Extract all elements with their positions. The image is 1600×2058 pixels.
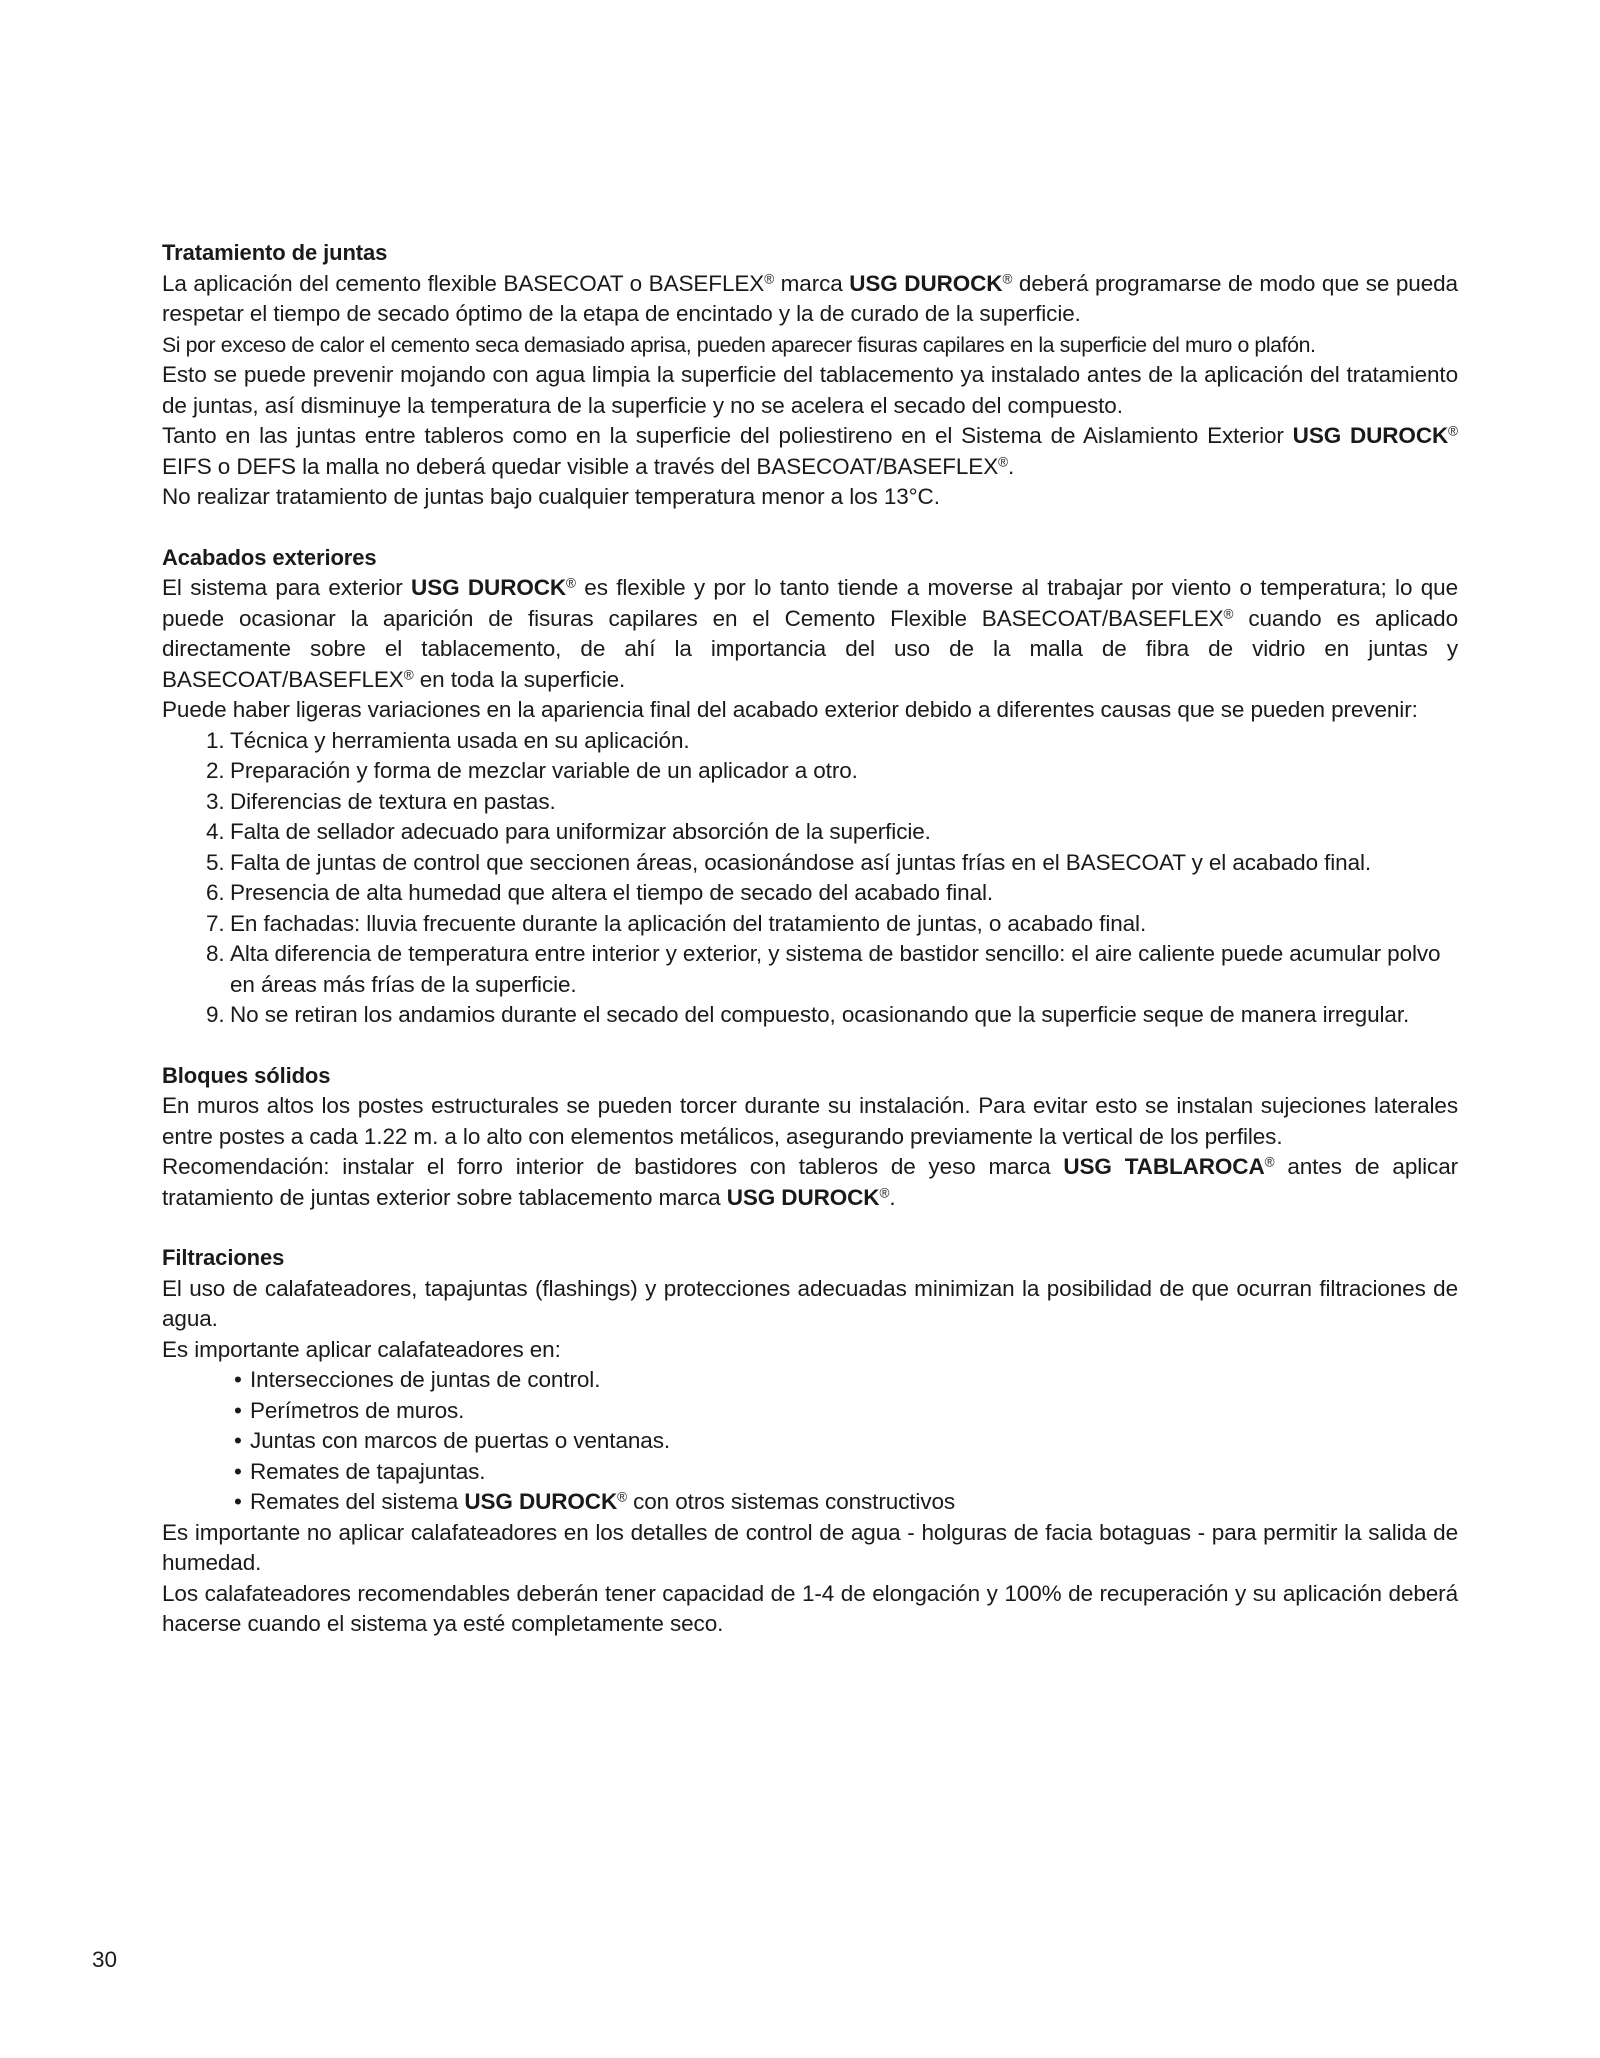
- brand-name: USG DUROCK: [464, 1489, 618, 1514]
- list-number: 2.: [206, 758, 225, 783]
- text-run: Remates de tapajuntas.: [250, 1458, 486, 1484]
- list-text: Preparación y forma de mezclar variable de un aplicador a otro.: [230, 758, 858, 783]
- text-run: En muros altos los postes estructurales se pueden torcer durante su instalación. Para evitar esto se instalan sujeciones laterales entre postes a cada 1.22 m. a lo alto con elementos metálicos, asegurando previamente la vertical de los perfiles.: [162, 1093, 1458, 1149]
- brand-name: USG DUROCK: [726, 1184, 880, 1210]
- bullet-item: [234, 1487, 1458, 1518]
- paragraph: [162, 1152, 1458, 1213]
- list-number: 9.: [206, 1002, 225, 1027]
- registered-mark: ®: [998, 454, 1008, 470]
- text-run: Es importante aplicar calafateadores en:: [162, 1336, 561, 1362]
- registered-mark: ®: [764, 271, 775, 287]
- text-run: La aplicación del cemento flexible BASECOAT o BASEFLEX: [162, 270, 765, 296]
- text-run: Intersecciones de juntas de control.: [250, 1367, 601, 1392]
- text-run: con otros sistemas constructivos: [626, 1489, 956, 1514]
- registered-mark: ®: [617, 1489, 627, 1505]
- list-item: [206, 1000, 1458, 1031]
- list-text: Diferencias de textura en pastas.: [230, 788, 556, 814]
- brand-name: USG DUROCK: [411, 575, 567, 600]
- registered-mark: ®: [1223, 606, 1234, 622]
- list-item: [206, 939, 1458, 1000]
- paragraph: [162, 360, 1458, 421]
- paragraph: [162, 269, 1458, 330]
- text-run: cuando es aplicado directamente sobre el tablacemento, de ahí la importancia del uso de la malla de fibra de vidrio en juntas y BASECOAT/BASEFLEX: [162, 605, 1458, 692]
- brand-name: USG TABLAROCA: [1063, 1154, 1265, 1179]
- section: [162, 543, 1458, 1031]
- list-number: 3.: [206, 788, 225, 814]
- text-run: No realizar tratamiento de juntas bajo cualquier temperatura menor a los 13°C.: [162, 484, 940, 509]
- list-text: Falta de sellador adecuado para uniformizar absorción de la superficie.: [230, 819, 931, 844]
- page-number: 30: [92, 1947, 118, 1972]
- text-run: Recomendación: instalar el forro interior de bastidores con tableros de yeso marca: [162, 1154, 1064, 1179]
- text-run: marca: [774, 270, 850, 296]
- list-text: No se retiran los andamios durante el secado del compuesto, ocasionando que la superficie seque de manera irregular.: [230, 1002, 1410, 1027]
- list-item: [206, 787, 1458, 818]
- text-run: Los calafateadores recomendables deberán tener capacidad de 1-4 de elongación y 100% de recuperación y su aplicación deberá hacerse cuando el sistema ya esté completamente seco.: [162, 1580, 1458, 1636]
- registered-mark: ®: [1264, 1154, 1275, 1170]
- text-run: Puede haber ligeras variaciones en la apariencia final del acabado exterior debido a diferentes causas que se pueden prevenir:: [162, 697, 1418, 722]
- bullet-item: [234, 1457, 1458, 1488]
- registered-mark: ®: [879, 1185, 890, 1201]
- paragraph: [162, 1335, 1458, 1366]
- text-run: .: [889, 1184, 896, 1210]
- list-item: [206, 756, 1458, 787]
- list-number: 7.: [206, 910, 225, 936]
- section-title: Tratamiento de juntas: [162, 240, 388, 265]
- text-run: es flexible y por lo tanto tiende a moverse al trabajar por viento o temperatura; lo que puede ocasionar la aparición de fisuras capilares en el Cemento Flexible BASECOAT/BASEFLEX: [162, 575, 1458, 631]
- paragraph: [162, 695, 1458, 726]
- text-run: Remates del sistema: [250, 1489, 465, 1514]
- registered-mark: ®: [403, 667, 414, 683]
- text-run: El uso de calafateadores, tapajuntas (flashings) y protecciones adecuadas minimizan la posibilidad de que ocurran filtraciones de agua.: [162, 1275, 1458, 1331]
- list-number: 1.: [206, 727, 225, 753]
- bullet-item: [234, 1426, 1458, 1457]
- text-run: Perímetros de muros.: [250, 1397, 465, 1423]
- page-body: [162, 238, 1458, 1670]
- section: [162, 1243, 1458, 1640]
- list-item: [206, 817, 1458, 848]
- paragraph: [162, 573, 1458, 695]
- list-item: [206, 878, 1458, 909]
- text-run: EIFS o DEFS la malla no deberá quedar visible a través del BASECOAT/BASEFLEX: [162, 453, 999, 479]
- section-title: Acabados exteriores: [162, 544, 377, 570]
- registered-mark: ®: [566, 575, 576, 591]
- paragraph: [162, 1518, 1458, 1579]
- text-run: El sistema para exterior: [162, 575, 412, 600]
- text-run: .: [1007, 453, 1015, 479]
- paragraph: [162, 1274, 1458, 1335]
- list-item: [206, 726, 1458, 757]
- list-number: 5.: [206, 849, 225, 875]
- bullet-item: [234, 1396, 1458, 1427]
- list-text: En fachadas: lluvia frecuente durante la aplicación del tratamiento de juntas, o acabado final.: [230, 910, 1147, 936]
- list-number: 6.: [206, 880, 225, 905]
- section-title: Bloques sólidos: [162, 1062, 331, 1088]
- text-run: en toda la superficie.: [413, 666, 626, 692]
- paragraph: [162, 482, 1458, 513]
- list-number: 8.: [206, 941, 225, 966]
- list-text: Alta diferencia de temperatura entre interior y exterior, y sistema de bastidor sencillo: el aire caliente puede acumular polvo en áreas más frías de la superficie.: [230, 941, 1441, 997]
- list-text: Presencia de alta humedad que altera el tiempo de secado del acabado final.: [230, 880, 994, 905]
- list-text: Técnica y herramienta usada en su aplicación.: [230, 727, 690, 753]
- numbered-list: [162, 726, 1458, 1031]
- registered-mark: ®: [1448, 423, 1458, 439]
- paragraph: [162, 1579, 1458, 1640]
- list-number: 4.: [206, 819, 225, 844]
- section: [162, 238, 1458, 513]
- paragraph: [162, 1091, 1458, 1152]
- text-run: Juntas con marcos de puertas o ventanas.: [250, 1428, 670, 1453]
- section-title: Filtraciones: [162, 1245, 285, 1270]
- paragraph: [162, 421, 1458, 482]
- list-text: Falta de juntas de control que seccionen áreas, ocasionándose así juntas frías en el BASECOAT y el acabado final.: [230, 849, 1372, 875]
- section: [162, 1061, 1458, 1214]
- text-run: antes de aplicar tratamiento de juntas exterior sobre tablacemento marca: [162, 1154, 1458, 1210]
- bullet-item: [234, 1365, 1458, 1396]
- text-run: Tanto en las juntas entre tableros como en la superficie del poliestireno en el Sistema de Aislamiento Exterior: [162, 423, 1293, 448]
- text-run: Esto se puede prevenir mojando con agua limpia la superficie del tablacemento ya instalado antes de la aplicación del tratamiento de juntas, así disminuye la temperatura de la superficie y no se acelera el secado del compuesto.: [162, 362, 1458, 418]
- list-item: [206, 848, 1458, 879]
- bullet-list: [162, 1365, 1458, 1518]
- paragraph: [162, 330, 1458, 361]
- list-item: [206, 909, 1458, 940]
- brand-name: USG DUROCK: [849, 270, 1003, 296]
- text-run: Si por exceso de calor el cemento seca demasiado aprisa, pueden aparecer fisuras capilares en la superficie del muro o plafón.: [162, 332, 1316, 357]
- registered-mark: ®: [1002, 271, 1013, 287]
- text-run: Es importante no aplicar calafateadores en los detalles de control de agua - holguras de facia botaguas - para permitir la salida de humedad.: [162, 1519, 1458, 1575]
- brand-name: USG DUROCK: [1292, 423, 1449, 448]
- text-run: deberá programarse de modo que se pueda respetar el tiempo de secado óptimo de la etapa de encintado y la de curado de la superficie.: [162, 270, 1458, 326]
